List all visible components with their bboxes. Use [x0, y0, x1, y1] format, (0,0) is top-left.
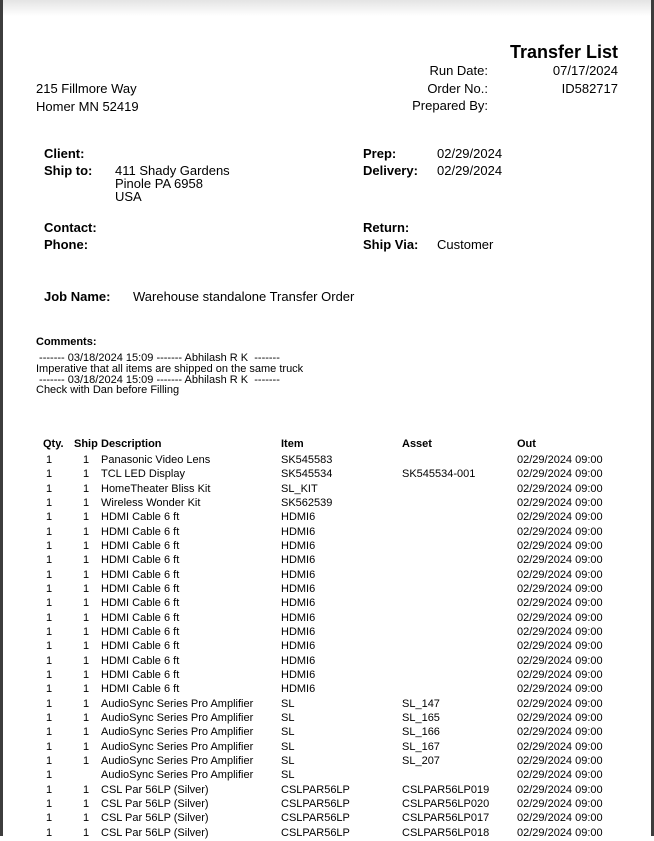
table-row [43, 683, 621, 697]
table-cell: HDMI Cable 6 ft [101, 611, 180, 624]
table-cell: 1 [83, 468, 90, 481]
ship-to-address-line: USA [115, 189, 142, 204]
table-cell [402, 669, 517, 683]
run-date-label: Run Date: [429, 63, 488, 78]
table-cell: AudioSync Series Pro Amplifier [101, 697, 254, 710]
table-cell: 1 [83, 482, 90, 495]
table-cell: 1 [46, 654, 53, 667]
table-cell: 1 [46, 683, 53, 696]
table-cell: SL [281, 711, 295, 724]
table-cell [402, 511, 517, 525]
prepared-by-row [412, 98, 618, 116]
table-cell: 1 [46, 668, 53, 681]
table-cell: SK545534-001 [402, 468, 476, 481]
table-cell: AudioSync Series Pro Amplifier [101, 754, 254, 767]
table-cell: Wireless Wonder Kit [101, 496, 201, 509]
table-cell: 1 [46, 711, 53, 724]
table-cell: 02/29/2024 09:00 [517, 697, 603, 710]
table-cell: 02/29/2024 09:00 [517, 482, 603, 495]
page-title: Transfer List [509, 42, 618, 62]
table-row [43, 812, 621, 826]
table-cell: 02/29/2024 09:00 [517, 812, 603, 825]
table-row [43, 712, 621, 726]
table-cell: 1 [83, 683, 90, 696]
table-cell: SL_165 [402, 711, 440, 724]
run-date-value: 07/17/2024 [552, 63, 618, 78]
table-row [43, 468, 621, 482]
table-cell: 02/29/2024 09:00 [517, 754, 603, 767]
prep-value: 02/29/2024 [437, 146, 503, 161]
table-cell: CSL Par 56LP (Silver) [101, 783, 209, 796]
table-row [43, 454, 621, 468]
table-cell: 1 [83, 726, 90, 739]
table-cell: 1 [83, 511, 90, 524]
table-row [43, 640, 621, 654]
table-cell: HDMI6 [281, 683, 316, 696]
table-cell: HDMI Cable 6 ft [101, 568, 180, 581]
table-cell: TCL LED Display [101, 468, 185, 481]
table-cell [402, 683, 517, 697]
table-cell: 02/29/2024 09:00 [517, 668, 603, 681]
table-cell: 1 [46, 496, 53, 509]
table-cell [402, 540, 517, 554]
table-cell: 1 [83, 568, 90, 581]
run-date-row [412, 63, 618, 81]
table-row [43, 511, 621, 525]
comment-line: ------- 03/18/2024 15:09 ------- Abhilash R K ------- [36, 352, 280, 364]
table-cell: 02/29/2024 09:00 [517, 554, 603, 567]
table-cell: HDMI Cable 6 ft [101, 683, 180, 696]
table-cell: 02/29/2024 09:00 [517, 511, 603, 524]
table-row [43, 612, 621, 626]
table-cell: AudioSync Series Pro Amplifier [101, 740, 254, 753]
table-cell: HDMI6 [281, 568, 316, 581]
table-cell: SL [281, 769, 295, 782]
table-cell: 02/29/2024 09:00 [517, 654, 603, 667]
table-cell: HDMI Cable 6 ft [101, 654, 180, 667]
ship-to-address-line: 411 Shady Gardens [115, 163, 230, 178]
table-cell: HDMI Cable 6 ft [101, 525, 180, 538]
table-cell: 1 [83, 826, 90, 839]
table-cell: 1 [46, 525, 53, 538]
items-table [43, 438, 618, 841]
table-cell: HDMI Cable 6 ft [101, 582, 180, 595]
table-cell: 02/29/2024 09:00 [517, 525, 603, 538]
table-cell: CSLPAR56LP017 [402, 812, 490, 825]
table-cell: 1 [83, 611, 90, 624]
order-no-row [412, 81, 618, 99]
table-cell: 1 [46, 611, 53, 624]
table-cell [402, 612, 517, 626]
table-cell: 1 [83, 797, 90, 810]
table-row [43, 741, 621, 755]
return-label: Return: [363, 220, 410, 235]
table-row [43, 755, 621, 769]
table-cell: HDMI6 [281, 625, 316, 638]
table-cell: HDMI6 [281, 582, 316, 595]
table-row [43, 827, 621, 841]
table-row [43, 769, 621, 783]
table-cell: SL_147 [402, 697, 440, 710]
table-cell: HDMI Cable 6 ft [101, 625, 180, 638]
prepared-by-value [488, 98, 618, 116]
company-address-line2: Homer MN 52419 [36, 99, 139, 114]
table-cell: AudioSync Series Pro Amplifier [101, 711, 254, 724]
table-cell: 02/29/2024 09:00 [517, 683, 603, 696]
table-cell: HDMI Cable 6 ft [101, 640, 180, 653]
table-cell: HDMI Cable 6 ft [101, 554, 180, 567]
table-cell: 1 [46, 740, 53, 753]
table-cell: CSLPAR56LP020 [402, 797, 490, 810]
col-header-qty: Qty. [43, 438, 64, 450]
table-cell: SK562539 [281, 496, 333, 509]
table-cell: 1 [83, 668, 90, 681]
table-cell: 1 [46, 554, 53, 567]
table-cell: 1 [83, 654, 90, 667]
table-cell: CSLPAR56LP [281, 812, 350, 825]
table-cell: 02/29/2024 09:00 [517, 468, 603, 481]
table-cell: AudioSync Series Pro Amplifier [101, 769, 254, 782]
table-cell: Panasonic Video Lens [101, 454, 211, 466]
table-cell: 1 [46, 812, 53, 825]
table-cell: 1 [83, 783, 90, 796]
table-cell: SK545583 [281, 454, 333, 466]
table-cell: SL_207 [402, 754, 440, 767]
order-no-value: ID582717 [561, 80, 618, 96]
table-row [43, 497, 621, 511]
table-cell [402, 640, 517, 654]
table-cell: 1 [83, 454, 90, 466]
items-table-grid [43, 438, 621, 841]
table-cell: 1 [46, 783, 53, 796]
table-cell: CSLPAR56LP [281, 826, 350, 839]
table-cell: 02/29/2024 09:00 [517, 826, 603, 839]
col-header-ship: Ship [74, 438, 98, 450]
table-cell: 02/29/2024 09:00 [517, 740, 603, 753]
comments-label: Comments: [36, 336, 97, 348]
table-cell [402, 655, 517, 669]
table-cell: HDMI6 [281, 611, 316, 624]
ship-via-value: Customer [437, 237, 494, 252]
table-cell: 1 [46, 769, 53, 782]
table-cell: 1 [83, 496, 90, 509]
table-cell: 1 [46, 697, 53, 710]
table-cell: 1 [83, 754, 90, 767]
comment-line: ------- 03/18/2024 15:09 ------- Abhilash R K ------- [36, 373, 280, 386]
ship-via-label: Ship Via: [363, 237, 419, 252]
table-cell: 1 [83, 539, 90, 552]
table-row [43, 597, 621, 611]
table-cell: SK545534 [281, 468, 333, 481]
phone-label: Phone: [44, 237, 89, 252]
company-address-line1: 215 Fillmore Way [36, 81, 137, 96]
run-info-block [412, 63, 618, 116]
client-label: Client: [44, 146, 85, 161]
table-cell: 1 [83, 525, 90, 538]
table-cell: 1 [46, 539, 53, 552]
comments-body [36, 353, 303, 396]
table-cell: HDMI Cable 6 ft [101, 539, 180, 552]
table-cell: 02/29/2024 09:00 [517, 568, 603, 581]
table-cell: 1 [46, 582, 53, 595]
table-cell [402, 597, 517, 611]
table-cell: 02/29/2024 09:00 [517, 783, 603, 796]
table-cell: HDMI6 [281, 597, 316, 610]
table-cell: CSLPAR56LP [281, 797, 350, 810]
table-cell: 02/29/2024 09:00 [517, 625, 603, 638]
table-cell: 1 [46, 482, 53, 495]
table-cell: HDMI6 [281, 539, 316, 552]
table-cell: HDMI6 [281, 525, 316, 538]
ship-to-address [115, 164, 230, 203]
table-cell: AudioSync Series Pro Amplifier [101, 726, 254, 739]
table-cell: 02/29/2024 09:00 [517, 726, 603, 739]
prepared-by-label: Prepared By: [412, 98, 488, 113]
table-cell: 1 [83, 640, 90, 653]
table-cell: 1 [46, 454, 53, 466]
table-cell: HDMI6 [281, 654, 316, 667]
table-cell: 1 [46, 597, 53, 610]
table-cell: 1 [83, 597, 90, 610]
table-row [43, 554, 621, 568]
table-row [43, 626, 621, 640]
table-cell: 1 [83, 711, 90, 724]
table-cell: 02/29/2024 09:00 [517, 611, 603, 624]
contact-label: Contact: [44, 220, 97, 235]
table-cell: CSL Par 56LP (Silver) [101, 797, 209, 810]
table-cell: HDMI Cable 6 ft [101, 668, 180, 681]
table-cell: 1 [83, 625, 90, 638]
table-cell: 1 [83, 554, 90, 567]
col-header-item: Item [281, 438, 304, 450]
table-cell: 02/29/2024 09:00 [517, 797, 603, 810]
table-row [43, 583, 621, 597]
table-cell: CSL Par 56LP (Silver) [101, 826, 209, 839]
table-cell: 02/29/2024 09:00 [517, 597, 603, 610]
table-cell: SL_166 [402, 726, 440, 739]
table-row [43, 526, 621, 540]
table-cell: 1 [46, 468, 53, 481]
table-cell: CSLPAR56LP018 [402, 826, 490, 839]
table-cell: 1 [46, 754, 53, 767]
table-cell: CSLPAR56LP [281, 783, 350, 796]
table-row [43, 655, 621, 669]
company-address [36, 80, 139, 116]
comment-line: Imperative that all items are shipped on the same truck [36, 362, 304, 375]
delivery-value: 02/29/2024 [437, 163, 503, 178]
table-cell: 1 [46, 826, 53, 839]
table-row [43, 784, 621, 798]
col-header-description: Description [101, 438, 162, 450]
table-cell [402, 483, 517, 497]
delivery-label: Delivery: [363, 163, 418, 178]
table-cell: CSLPAR56LP019 [402, 783, 490, 796]
table-cell: 1 [83, 697, 90, 710]
table-cell: SL [281, 740, 295, 753]
table-cell: 02/29/2024 09:00 [517, 769, 603, 782]
table-cell: 02/29/2024 09:00 [517, 496, 603, 509]
table-cell: SL_167 [402, 740, 440, 753]
order-no-label: Order No.: [427, 80, 488, 96]
table-cell [402, 454, 517, 468]
table-cell [402, 569, 517, 583]
table-cell: 1 [83, 812, 90, 825]
table-cell: 1 [83, 582, 90, 595]
table-cell [402, 769, 517, 783]
table-cell: HDMI6 [281, 554, 316, 567]
comment-line: Check with Dan before Filling [36, 384, 180, 397]
table-cell [74, 769, 101, 783]
table-cell: 02/29/2024 09:00 [517, 539, 603, 552]
table-cell: HomeTheater Bliss Kit [101, 482, 211, 495]
col-header-asset: Asset [402, 438, 432, 450]
table-cell: 1 [46, 726, 53, 739]
table-cell [402, 583, 517, 597]
ship-to-label: Ship to: [44, 163, 93, 178]
table-row [43, 798, 621, 812]
table-row [43, 483, 621, 497]
table-cell: HDMI6 [281, 511, 316, 524]
table-cell [402, 497, 517, 511]
table-cell: HDMI6 [281, 668, 316, 681]
table-cell: 1 [83, 740, 90, 753]
table-cell: 1 [46, 640, 53, 653]
table-cell: 1 [46, 797, 53, 810]
table-cell: HDMI6 [281, 640, 316, 653]
items-table-body [43, 454, 621, 841]
table-cell: SL_KIT [281, 482, 318, 495]
table-cell: CSL Par 56LP (Silver) [101, 812, 209, 825]
table-cell: 02/29/2024 09:00 [517, 640, 603, 653]
col-header-out: Out [517, 438, 536, 450]
table-cell: SL [281, 697, 295, 710]
table-cell: HDMI Cable 6 ft [101, 597, 180, 610]
table-cell: SL [281, 754, 295, 767]
table-row [43, 726, 621, 740]
job-name-value: Warehouse standalone Transfer Order [133, 289, 355, 304]
table-header-row [43, 438, 621, 454]
table-cell: 02/29/2024 09:00 [517, 454, 603, 466]
table-cell: SL [281, 726, 295, 739]
table-cell [402, 526, 517, 540]
table-cell: 1 [46, 568, 53, 581]
table-row [43, 540, 621, 554]
prep-label: Prep: [363, 146, 397, 161]
table-cell: 02/29/2024 09:00 [517, 711, 603, 724]
table-cell: HDMI Cable 6 ft [101, 511, 180, 524]
table-cell: 1 [46, 625, 53, 638]
table-row [43, 669, 621, 683]
job-name-label: Job Name: [44, 289, 111, 304]
table-row [43, 569, 621, 583]
table-cell [402, 554, 517, 568]
table-row [43, 698, 621, 712]
ship-to-address-line: Pinole PA 6958 [115, 176, 203, 191]
table-cell [402, 626, 517, 640]
table-cell: 02/29/2024 09:00 [517, 582, 603, 595]
table-cell: 1 [46, 511, 53, 524]
